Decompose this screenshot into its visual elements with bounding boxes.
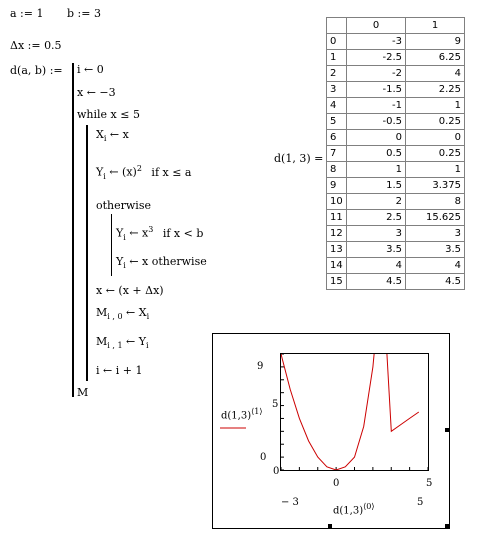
value-cell[interactable]: 0.25 <box>406 146 465 162</box>
chart-ticks <box>281 354 428 470</box>
y-tick-label-9: 9 <box>257 361 264 372</box>
value-cell[interactable]: 4.5 <box>347 274 406 290</box>
m1-rhs-sub: i <box>146 341 149 351</box>
value-cell[interactable]: 4.5 <box>406 274 465 290</box>
column-header-1: 1 <box>406 18 465 34</box>
program-line-return[interactable]: M <box>77 386 89 399</box>
x-axis-label[interactable] <box>333 502 374 516</box>
value-cell[interactable]: 0 <box>347 130 406 146</box>
program-line-while[interactable]: while x ≤ 5 <box>77 108 140 121</box>
m0-sub: i , 0 <box>107 312 123 322</box>
program-line-i-increment[interactable]: i ← i + 1 <box>96 364 143 377</box>
value-cell[interactable]: 8 <box>406 194 465 210</box>
row-index-cell: 7 <box>327 146 347 162</box>
x-assign-rhs: ← x <box>109 128 129 141</box>
value-cell[interactable]: -2 <box>347 66 406 82</box>
row-index-cell: 3 <box>327 82 347 98</box>
dx-definition[interactable]: Δx := 0.5 <box>10 39 62 52</box>
value-cell[interactable]: 3.375 <box>406 178 465 194</box>
value-cell[interactable]: 1.5 <box>347 178 406 194</box>
y-cube-sub: i <box>123 232 126 242</box>
row-index-cell: 9 <box>327 178 347 194</box>
row-index-cell: 11 <box>327 210 347 226</box>
y-assign-exp: 2 <box>136 164 142 173</box>
row-index-cell: 5 <box>327 114 347 130</box>
value-cell[interactable]: -2.5 <box>347 50 406 66</box>
program-line-x-increment[interactable]: x ← (x + Δx) <box>96 284 164 297</box>
x-tick-label-0: 0 <box>333 478 340 489</box>
row-index-cell: 10 <box>327 194 347 210</box>
row-index-cell: 8 <box>327 162 347 178</box>
program-line-init-x[interactable]: x ← −3 <box>77 86 116 99</box>
a-definition[interactable]: a := 1 <box>10 7 44 20</box>
value-cell[interactable]: -1.5 <box>347 82 406 98</box>
y-cube-cond: if x < b <box>162 226 204 240</box>
plot-area-border <box>281 354 429 471</box>
y-assign-sub: i <box>103 171 106 181</box>
value-cell[interactable]: 3.5 <box>347 242 406 258</box>
x-axis-label-text: d(1,3) <box>333 505 364 517</box>
function-header[interactable]: d(a, b) := <box>10 64 63 77</box>
m0-rhs: ← X <box>126 306 147 319</box>
row-index-cell: 6 <box>327 130 347 146</box>
b-definition[interactable]: b := 3 <box>67 7 101 20</box>
y-tick-label-0: 0 <box>273 466 280 477</box>
row-index-cell: 1 <box>327 50 347 66</box>
y-min-label: 0 <box>260 452 267 463</box>
value-cell[interactable]: 1 <box>406 162 465 178</box>
value-cell[interactable]: 3.5 <box>406 242 465 258</box>
m1-sub: i , 1 <box>107 341 123 351</box>
value-cell[interactable]: 0.25 <box>406 114 465 130</box>
series-line <box>281 269 419 470</box>
y-assign-rhs: ← (x) <box>109 165 137 179</box>
x-range-min-label: − 3 <box>281 497 299 508</box>
x-tick-label-5: 5 <box>426 478 433 489</box>
row-index-cell: 15 <box>327 274 347 290</box>
y-lin-var: Y <box>116 255 124 268</box>
program-line-init-i[interactable]: i ← 0 <box>77 63 104 76</box>
value-cell[interactable]: 2.25 <box>406 82 465 98</box>
value-cell[interactable]: 3 <box>406 226 465 242</box>
row-index-cell: 12 <box>327 226 347 242</box>
value-cell[interactable]: 1 <box>406 98 465 114</box>
row-index-cell: 2 <box>327 66 347 82</box>
y-lin-sub: i <box>123 261 126 271</box>
value-cell[interactable]: 0.5 <box>347 146 406 162</box>
value-cell[interactable]: 4 <box>347 258 406 274</box>
row-index-cell: 0 <box>327 34 347 50</box>
m0-var: M <box>96 306 108 319</box>
y-assign-var: Y <box>96 165 104 179</box>
y-cube-exp: 3 <box>148 225 154 234</box>
row-index-cell: 4 <box>327 98 347 114</box>
value-cell[interactable]: 2.5 <box>347 210 406 226</box>
row-index-cell: 13 <box>327 242 347 258</box>
y-cube-rhs: ← x <box>129 226 149 240</box>
value-cell[interactable]: 4 <box>406 258 465 274</box>
y-assign-cond: if x ≤ a <box>151 165 192 179</box>
y-axis-label[interactable] <box>221 407 262 421</box>
x-range-max-label: 5 <box>417 497 424 508</box>
y-cube-var: Y <box>116 226 124 240</box>
value-cell[interactable]: 4 <box>406 66 465 82</box>
x-assign-var: X <box>96 128 104 141</box>
y-axis-label-col: ⟨1⟩ <box>251 407 263 416</box>
x-assign-sub: i <box>103 134 107 144</box>
value-cell[interactable]: 15.625 <box>406 210 465 226</box>
value-cell[interactable]: 6.25 <box>406 50 465 66</box>
result-label[interactable]: d(1, 3) = <box>274 152 324 165</box>
m0-rhs-sub: i <box>146 312 150 322</box>
value-cell[interactable]: 3 <box>347 226 406 242</box>
value-cell[interactable]: -1 <box>347 98 406 114</box>
program-line-otherwise[interactable]: otherwise <box>96 199 151 212</box>
y-axis-label-text: d(1,3) <box>221 410 252 422</box>
value-cell[interactable]: -0.5 <box>347 114 406 130</box>
value-cell[interactable]: 9 <box>406 34 465 50</box>
m1-rhs: ← Y <box>126 335 147 348</box>
column-header-0: 0 <box>347 18 406 34</box>
m1-var: M <box>96 335 108 348</box>
row-index-cell: 14 <box>327 258 347 274</box>
value-cell[interactable]: 0 <box>406 130 465 146</box>
x-axis-label-col: ⟨0⟩ <box>363 502 375 511</box>
value-cell[interactable]: 1 <box>347 162 406 178</box>
y-lin-rhs: ← x otherwise <box>129 255 207 268</box>
value-cell[interactable]: 2 <box>347 194 406 210</box>
y-tick-label-5: 5 <box>272 399 279 410</box>
value-cell[interactable]: -3 <box>347 34 406 50</box>
